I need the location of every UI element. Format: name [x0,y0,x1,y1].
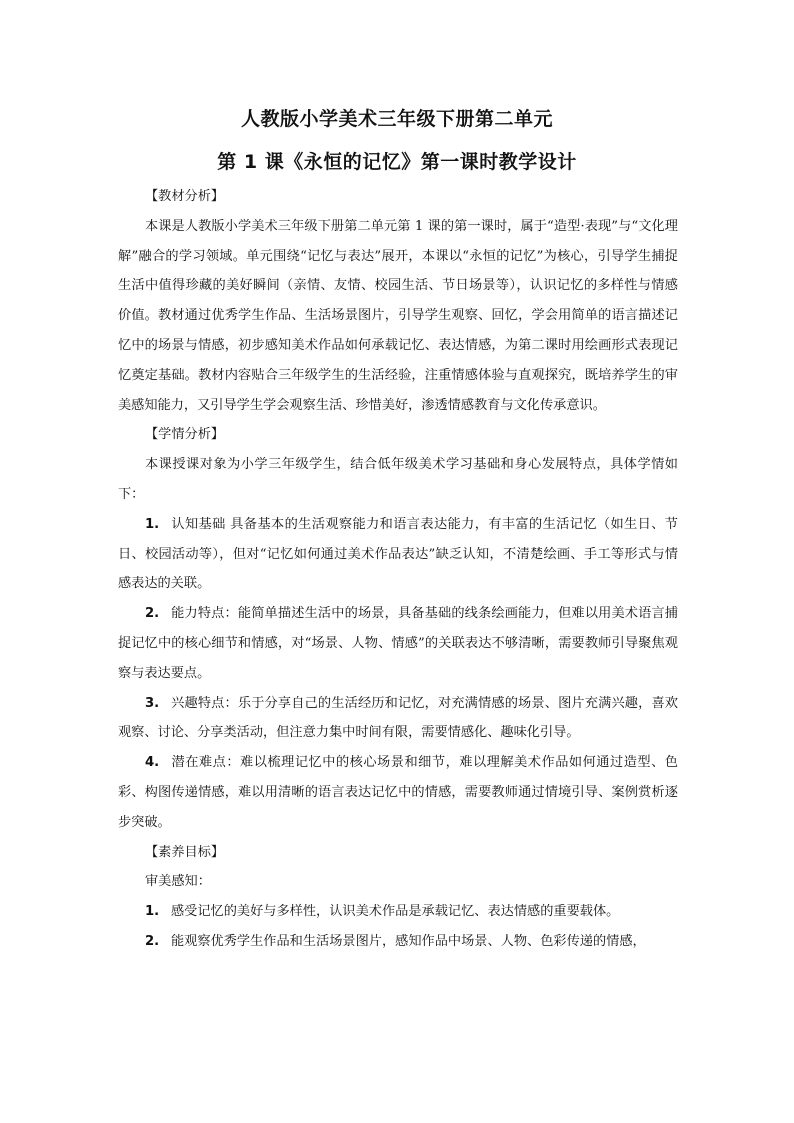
list-text: 能力特点：能简单描述生活中的场景，具备基础的线条绘画能力，但难以用美术语言捕捉记忆中的核心细节和情感，对“场景、人物、情感”的关联表达不够清晰，需要教师引导聚焦观察与表达要点。 [118,606,678,681]
document-body [118,182,678,957]
list-number: 4. [145,755,160,771]
student-analysis-intro: 本课授课对象为小学三年级学生，结合低年级美术学习基础和身心发展特点，具体学情如下： [118,457,678,502]
list-number: 2. [145,606,160,622]
list-number: 3. [145,695,160,711]
list-item [118,599,678,688]
list-number: 1. [145,904,160,920]
textbook-analysis-paragraph: 本课是人教版小学美术三年级下册第二单元第 1 课的第一课时，属于“造型·表现”与“文化理解”融合的学习领域。单元围绕“记忆与表达”展开，本课以“永恒的记忆”为核心，引导学生捕捉生活中值得珍藏的美好瞬间（亲情、友情、校园生活、节日场景等），认识记忆的多样性与情感价值。教材通过优秀学生作品、生活场景图片，引导学生观察、回忆，学会用简单的语言描述记忆中的场景与情感，初步感知美术作品如何承载记忆、表达情感，为第二课时用绘画形式表现记忆奠定基础。教材内容贴合三年级学生的生活经验，注重情感体验与直观探究，既培养学生的审美感知能力，又引导学生学会观察生活、珍惜美好，渗透情感教育与文化传承意识。 [118,218,678,413]
list-item [118,927,678,957]
list-item [118,748,678,837]
section-heading-textbook-analysis: 【教材分析】 [145,189,225,204]
list-item [118,689,678,749]
document-subtitle: 第 1 课《永恒的记忆》第一课时教学设计 [217,151,577,173]
list-text: 感受记忆的美好与多样性，认识美术作品是承载记忆、表达情感的重要载体。 [171,904,620,920]
list-text: 能观察优秀学生作品和生活场景图片，感知作品中场景、人物、色彩传递的情感， [171,933,646,949]
section-heading-student-analysis: 【学情分析】 [145,427,225,443]
list-text: 认知基础 具备基本的生活观察能力和语言表达能力，有丰富的生活记忆（如生日、节日、校园活动等），但对“记忆如何通过美术作品表达”缺乏认知，不清楚绘画、手工等形式与情感表达的关联。 [118,516,678,592]
list-text: 潜在难点：难以梳理记忆中的核心场景和细节，难以理解美术作品如何通过造型、色彩、构图传递情感，难以用清晰的语言表达记忆中的情感，需要教师通过情境引导、案例赏析逐步突破。 [118,755,678,830]
list-number: 1. [145,516,160,532]
list-item [118,897,678,927]
list-item [118,510,678,599]
list-number: 2. [145,933,160,949]
section-heading-literacy-goals: 【素养目标】 [145,844,225,860]
subheading-aesthetic-perception: 审美感知： [145,874,211,890]
list-text: 兴趣特点：乐于分享自己的生活经历和记忆，对充满情感的场景、图片充满兴趣，喜欢观察、讨论、分享类活动，但注意力集中时间有限，需要情感化、趣味化引导。 [118,695,678,741]
document-title: 人教版小学美术三年级下册第二单元 [240,108,553,130]
